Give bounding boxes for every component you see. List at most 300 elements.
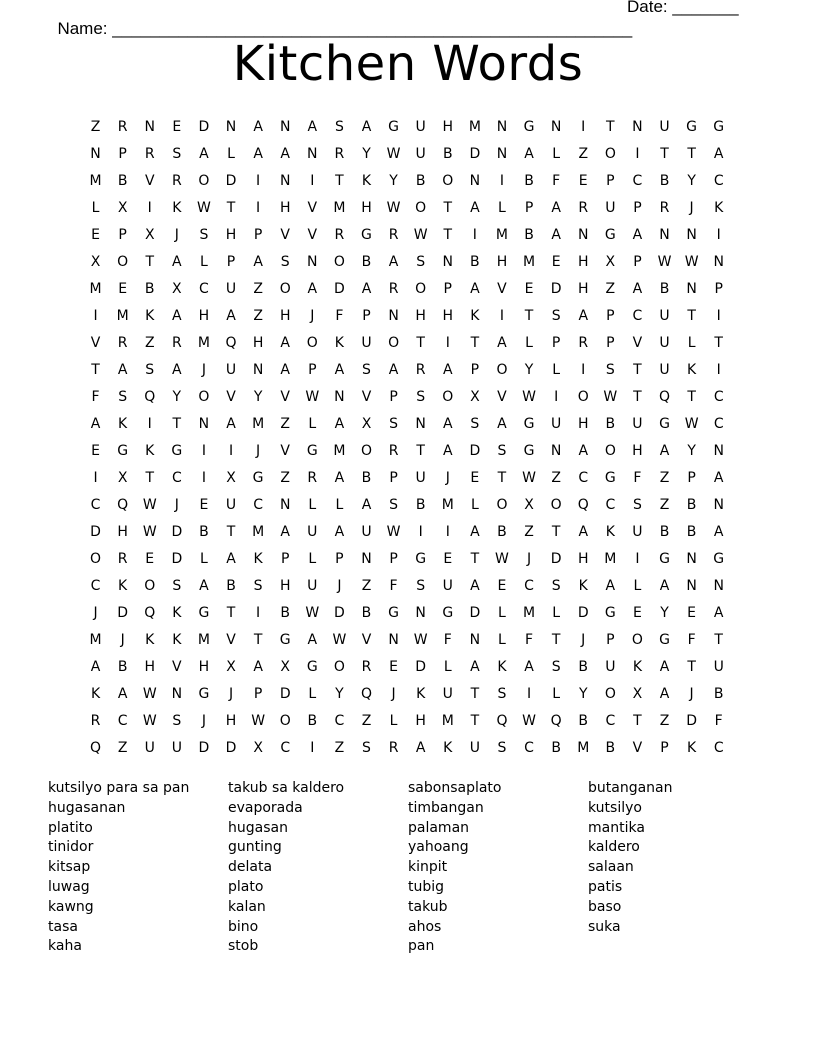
grid-letter: A (470, 280, 480, 297)
grid-letter: Z (361, 712, 372, 729)
grid-letter: I (201, 442, 206, 459)
grid-letter: L (633, 577, 642, 594)
grid-letter: K (578, 577, 588, 594)
grid-letter: X (361, 415, 372, 432)
grid-letter: S (416, 253, 426, 270)
grid-letter: W (142, 712, 157, 729)
grid-row (82, 518, 732, 545)
grid-letter: O (442, 388, 454, 405)
grid-letter: A (442, 415, 453, 432)
grid-letter: B (659, 523, 670, 540)
grid-letter: T (335, 172, 344, 189)
grid-letter: C (524, 739, 534, 756)
word-search-grid (82, 113, 732, 761)
grid-letter: D (469, 145, 481, 162)
grid-letter: R (388, 739, 399, 756)
word-bank-item: tinidor (48, 839, 94, 856)
grid-row (82, 437, 732, 464)
grid-row (82, 140, 732, 167)
grid-letter: R (117, 550, 128, 567)
grid-letter: U (713, 658, 724, 675)
grid-letter: W (305, 388, 320, 405)
grid-letter: N (713, 577, 724, 594)
grid-letter: D (198, 118, 210, 135)
grid-letter: A (470, 199, 480, 216)
grid-letter: G (713, 550, 725, 567)
word-bank-item: delata (228, 859, 273, 876)
grid-letter: I (472, 226, 477, 243)
grid-letter: L (470, 496, 479, 513)
grid-letter: M (523, 253, 536, 270)
grid-letter: B (713, 685, 724, 702)
grid-letter: G (604, 469, 616, 486)
grid-letter: S (145, 361, 155, 378)
grid-letter: M (441, 712, 454, 729)
grid-letter: C (605, 496, 616, 513)
grid-letter: R (307, 469, 318, 486)
grid-letter: B (605, 739, 616, 756)
grid-letter: D (577, 604, 589, 621)
word-bank-item: plato (228, 878, 264, 895)
grid-row (82, 653, 732, 680)
grid-letter: B (117, 172, 128, 189)
grid-letter: U (551, 415, 562, 432)
grid-letter: N (659, 226, 670, 243)
grid-letter: N (550, 118, 562, 135)
grid-letter: Q (360, 685, 372, 702)
grid-letter: S (199, 226, 209, 243)
grid-row (82, 707, 732, 734)
grid-letter: G (361, 226, 372, 243)
grid-letter: L (687, 334, 696, 351)
grid-letter: R (144, 145, 155, 162)
grid-letter: E (199, 496, 209, 513)
grid-row (82, 356, 732, 383)
grid-letter: H (577, 280, 589, 297)
grid-letter: O (442, 172, 454, 189)
grid-letter: H (225, 712, 237, 729)
grid-letter: U (632, 523, 643, 540)
grid-letter: P (389, 550, 398, 567)
grid-letter: O (388, 334, 400, 351)
grid-letter: A (524, 658, 534, 675)
grid-letter: A (253, 253, 263, 270)
grid-letter: C (632, 172, 643, 189)
grid-letter: E (443, 550, 453, 567)
grid-letter: K (334, 334, 344, 351)
grid-letter: A (280, 361, 290, 378)
grid-letter: A (470, 577, 480, 594)
grid-letter: O (333, 658, 345, 675)
grid-letter: M (333, 442, 346, 459)
grid-letter: Q (577, 496, 589, 513)
grid-letter: K (687, 361, 697, 378)
grid-letter: Z (659, 469, 670, 486)
grid-letter: Q (550, 712, 562, 729)
word-bank-item: patis (588, 878, 623, 895)
grid-letter: Q (90, 739, 102, 756)
grid-letter: S (416, 388, 426, 405)
grid-letter: C (90, 496, 101, 513)
grid-letter: N (279, 496, 291, 513)
grid-letter: T (687, 145, 696, 162)
grid-letter: E (632, 604, 642, 621)
grid-letter: M (333, 199, 346, 216)
grid-letter: K (714, 199, 724, 216)
grid-letter: E (118, 280, 128, 297)
grid-letter: T (470, 712, 480, 729)
grid-letter: V (307, 199, 318, 216)
grid-letter: D (469, 442, 481, 459)
grid-letter: T (660, 145, 669, 162)
grid-letter: H (144, 658, 155, 675)
grid-letter: I (716, 307, 721, 324)
grid-letter: K (118, 415, 128, 432)
grid-letter: A (524, 145, 534, 162)
grid-row (82, 680, 732, 707)
word-bank-item: butanganan (588, 780, 673, 796)
grid-letter: T (226, 199, 236, 216)
grid-letter: B (144, 280, 155, 297)
grid-letter: L (443, 658, 452, 675)
grid-letter: V (632, 739, 643, 756)
grid-letter: H (415, 307, 426, 324)
grid-letter: P (606, 334, 615, 351)
grid-letter: K (497, 658, 507, 675)
grid-letter: O (306, 334, 318, 351)
grid-letter: K (145, 442, 155, 459)
grid-letter: T (416, 442, 425, 459)
word-bank-item: stob (228, 938, 259, 955)
grid-letter: C (605, 712, 616, 729)
grid-letter: H (577, 415, 589, 432)
grid-letter: V (280, 442, 290, 459)
grid-letter: X (470, 388, 480, 405)
grid-letter: G (659, 631, 670, 648)
grid-letter: T (714, 631, 723, 648)
grid-letter: R (171, 172, 182, 189)
grid-letter: Q (659, 388, 671, 405)
grid-letter: N (388, 307, 399, 324)
grid-letter: L (200, 253, 208, 270)
grid-letter: M (252, 415, 265, 432)
word-bank-item: kawng (48, 898, 94, 915)
grid-letter: N (686, 280, 697, 297)
grid-letter: O (144, 577, 156, 594)
grid-letter: O (415, 199, 427, 216)
grid-letter: X (144, 226, 155, 243)
grid-letter: I (310, 172, 315, 189)
grid-letter: B (686, 523, 697, 540)
grid-letter: D (415, 658, 427, 675)
grid-letter: J (337, 577, 342, 594)
grid-letter: K (90, 685, 101, 702)
grid-letter: R (388, 442, 399, 459)
grid-letter: N (496, 145, 508, 162)
grid-letter: G (198, 685, 210, 702)
word-bank-item: palaman (408, 819, 470, 836)
grid-letter: E (91, 226, 100, 243)
grid-row (82, 572, 732, 599)
grid-letter: A (442, 361, 453, 378)
grid-letter: S (253, 577, 263, 594)
grid-letter: Z (253, 280, 263, 297)
grid-letter: I (310, 739, 315, 756)
grid-letter: A (713, 145, 724, 162)
grid-row (82, 383, 732, 410)
grid-letter: B (686, 496, 697, 513)
grid-letter: O (415, 280, 427, 297)
grid-letter: P (660, 739, 669, 756)
grid-letter: J (174, 226, 179, 243)
grid-letter: H (632, 442, 643, 459)
grid-letter: K (443, 739, 453, 756)
grid-letter: S (605, 361, 615, 378)
grid-letter: N (279, 118, 291, 135)
grid-letter: D (469, 604, 481, 621)
grid-letter: R (361, 658, 372, 675)
grid-letter: M (523, 604, 536, 621)
grid-letter: T (606, 118, 615, 135)
grid-letter: P (118, 226, 127, 243)
grid-letter: H (225, 226, 237, 243)
grid-letter: W (495, 550, 509, 567)
grid-letter: M (116, 307, 129, 324)
grid-letter: I (201, 469, 206, 486)
grid-letter: P (335, 550, 344, 567)
grid-letter: W (142, 685, 157, 702)
grid-letter: O (631, 631, 643, 648)
grid-letter: A (226, 550, 236, 567)
grid-letter: H (252, 334, 264, 351)
word-bank-column (48, 779, 228, 957)
grid-letter: P (470, 361, 480, 378)
grid-letter: G (306, 442, 318, 459)
grid-letter: L (308, 685, 317, 702)
grid-letter: K (253, 550, 263, 567)
grid-letter: S (334, 118, 344, 135)
grid-row (82, 329, 732, 356)
grid-letter: R (659, 199, 670, 216)
grid-letter: X (90, 253, 101, 270)
grid-letter: V (632, 334, 643, 351)
grid-letter: Q (144, 388, 156, 405)
grid-letter: U (659, 334, 670, 351)
grid-letter: A (226, 307, 236, 324)
grid-row (82, 302, 732, 329)
grid-letter: A (172, 307, 182, 324)
grid-letter: J (228, 685, 234, 702)
grid-letter: X (632, 685, 643, 702)
grid-letter: W (386, 145, 401, 162)
grid-row (82, 734, 732, 761)
grid-letter: P (253, 685, 263, 702)
grid-letter: V (90, 334, 101, 351)
grid-letter: A (659, 658, 670, 675)
grid-letter: K (172, 604, 182, 621)
grid-letter: W (684, 415, 699, 432)
grid-letter: N (334, 388, 345, 405)
grid-row (82, 545, 732, 572)
word-bank-item: evaporada (228, 799, 303, 816)
word-bank-item: luwag (48, 878, 90, 895)
grid-letter: N (550, 442, 562, 459)
grid-row (82, 626, 732, 653)
grid-letter: U (659, 307, 670, 324)
grid-letter: E (389, 658, 398, 675)
grid-letter: U (307, 523, 318, 540)
grid-letter: Z (280, 469, 290, 486)
grid-letter: V (497, 280, 507, 297)
grid-letter: A (307, 631, 318, 648)
grid-letter: P (226, 253, 236, 270)
grid-letter: L (308, 496, 317, 513)
grid-letter: A (497, 334, 507, 351)
word-bank-item: takub (408, 898, 448, 915)
word-bank-item: gunting (228, 839, 282, 856)
grid-letter: K (470, 307, 480, 324)
grid-letter: B (117, 658, 128, 675)
grid-letter: D (334, 280, 345, 297)
grid-letter: S (497, 685, 507, 702)
grid-letter: D (171, 523, 183, 540)
word-bank-item: baso (588, 898, 622, 915)
grid-letter: X (172, 280, 182, 297)
grid-letter: T (470, 685, 480, 702)
grid-row (82, 194, 732, 221)
grid-letter: S (416, 577, 426, 594)
grid-letter: A (388, 361, 399, 378)
grid-letter: A (470, 523, 480, 540)
grid-letter: Y (335, 685, 344, 702)
grid-letter: I (228, 442, 234, 459)
grid-letter: A (442, 442, 453, 459)
grid-letter: L (389, 712, 398, 729)
grid-letter: Z (578, 145, 589, 162)
grid-letter: M (89, 280, 102, 297)
grid-letter: B (442, 145, 453, 162)
grid-letter: R (334, 145, 345, 162)
grid-letter: D (686, 712, 697, 729)
grid-letter: A (713, 604, 724, 621)
grid-letter: T (226, 523, 236, 540)
date-field-label: Date: _______ (627, 0, 739, 16)
grid-letter: V (144, 172, 155, 189)
grid-letter: R (117, 118, 128, 135)
grid-letter: O (117, 253, 129, 270)
grid-letter: E (172, 118, 182, 135)
grid-letter: C (280, 739, 291, 756)
grid-letter: S (280, 253, 290, 270)
grid-letter: W (413, 631, 428, 648)
grid-letter: I (418, 523, 423, 540)
grid-letter: I (635, 550, 640, 567)
grid-letter: W (197, 199, 211, 216)
grid-letter: M (197, 631, 210, 648)
grid-letter: B (578, 712, 589, 729)
grid-letter: G (415, 550, 427, 567)
grid-letter: V (280, 226, 290, 243)
grid-letter: E (145, 550, 155, 567)
word-bank-item: ahos (408, 918, 442, 935)
grid-letter: H (496, 253, 508, 270)
grid-letter: A (334, 415, 345, 432)
grid-letter: A (470, 658, 480, 675)
grid-row (82, 464, 732, 491)
grid-letter: H (117, 523, 128, 540)
grid-letter: L (335, 496, 344, 513)
grid-letter: N (90, 145, 101, 162)
grid-letter: J (256, 442, 261, 459)
word-bank-item: kaldero (588, 839, 640, 856)
grid-letter: I (499, 307, 505, 324)
grid-letter: U (415, 145, 426, 162)
grid-letter: A (578, 523, 589, 540)
grid-letter: A (659, 577, 670, 594)
grid-letter: E (524, 280, 534, 297)
grid-letter: O (496, 361, 508, 378)
grid-letter: L (308, 415, 317, 432)
grid-letter: T (633, 712, 642, 729)
grid-letter: B (524, 226, 534, 243)
grid-letter: C (524, 577, 534, 594)
grid-letter: N (469, 631, 481, 648)
grid-letter: S (632, 496, 642, 513)
grid-letter: U (144, 739, 155, 756)
grid-letter: D (225, 739, 237, 756)
grid-letter: F (714, 712, 723, 729)
grid-letter: Y (660, 604, 669, 621)
grid-letter: Y (362, 145, 371, 162)
word-bank-item: takub sa kaldero (228, 780, 345, 796)
grid-letter: L (552, 145, 561, 162)
grid-letter: N (225, 118, 237, 135)
grid-letter: B (470, 253, 480, 270)
grid-letter: W (657, 253, 672, 270)
grid-letter: Y (172, 388, 182, 405)
grid-letter: D (117, 604, 129, 621)
grid-letter: G (442, 604, 454, 621)
grid-row (82, 248, 732, 275)
grid-letter: C (90, 577, 101, 594)
grid-letter: P (253, 226, 263, 243)
grid-letter: S (551, 577, 561, 594)
grid-letter: A (334, 361, 345, 378)
grid-letter: X (280, 658, 290, 675)
grid-letter: B (578, 658, 589, 675)
grid-letter: N (279, 172, 291, 189)
grid-letter: L (227, 145, 235, 162)
grid-letter: I (499, 172, 505, 189)
grid-letter: G (198, 604, 210, 621)
grid-letter: E (470, 469, 480, 486)
grid-letter: Z (524, 523, 534, 540)
grid-letter: G (604, 604, 616, 621)
grid-letter: B (226, 577, 236, 594)
grid-letter: J (526, 550, 532, 567)
grid-letter: D (90, 523, 101, 540)
grid-letter: C (334, 712, 345, 729)
grid-letter: K (172, 631, 182, 648)
grid-letter: Y (253, 388, 263, 405)
grid-letter: H (442, 118, 454, 135)
grid-letter: J (391, 685, 396, 702)
grid-letter: L (552, 361, 561, 378)
word-bank-column (228, 779, 408, 957)
grid-letter: N (388, 631, 399, 648)
grid-letter: N (632, 118, 643, 135)
word-bank-item: salaan (588, 859, 634, 876)
